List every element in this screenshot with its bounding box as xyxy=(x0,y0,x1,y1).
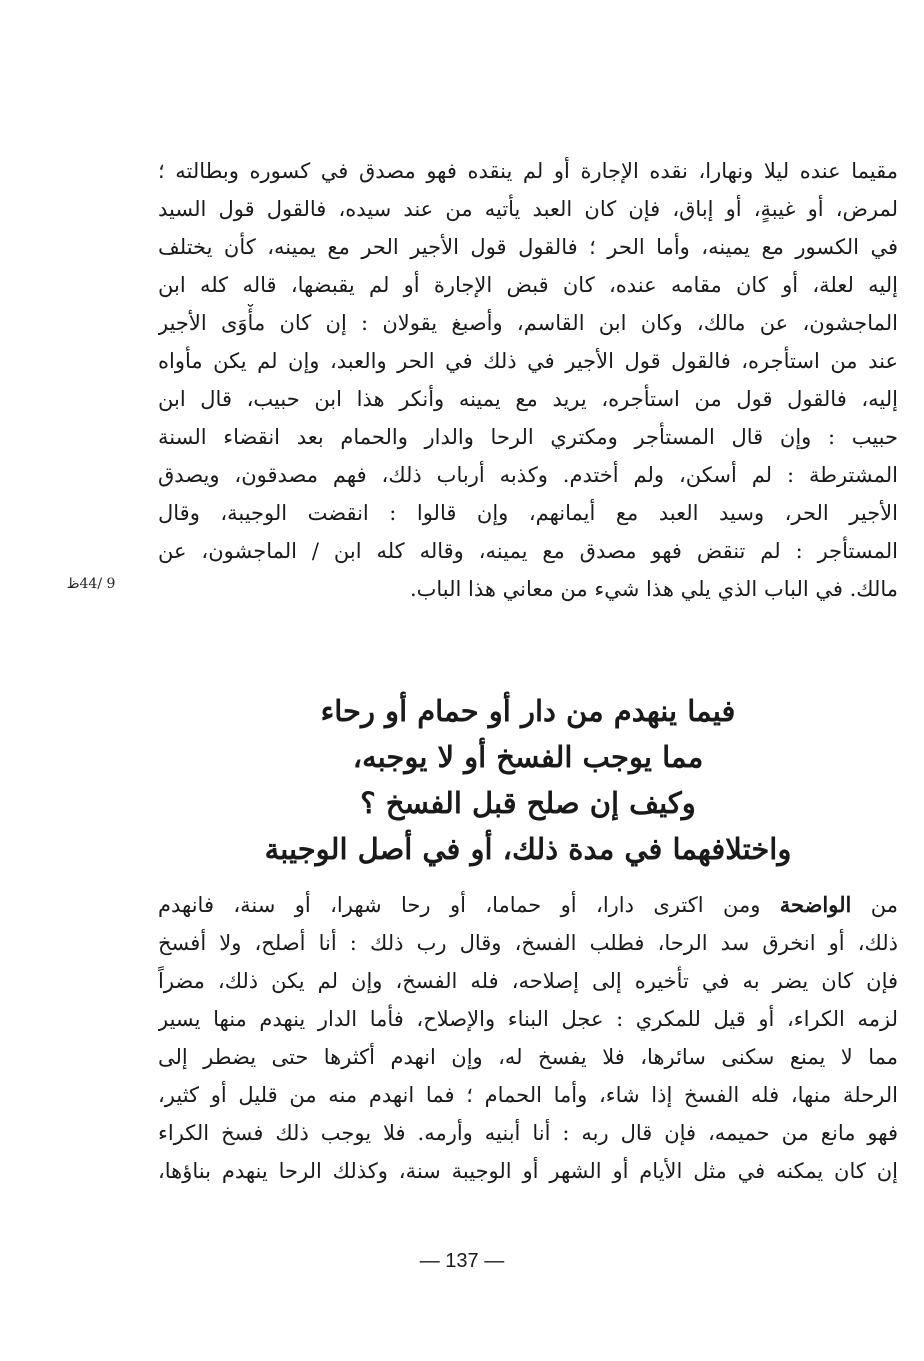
heading-line: فيما ينهدم من دار أو حمام أو رحاء xyxy=(320,694,736,728)
text-line: الأجير الحر، وسيد العبد مع أيمانهم، وإن قالوا : انقضت الوجيبة، وقال xyxy=(158,501,898,525)
text-line: مقيما عنده ليلا ونهارا، نقده الإجارة أو لم ينقده فهو مصدق في كسوره وبطالته ؛ xyxy=(158,159,898,183)
text-line: المشترطة : لم أسكن، ولم أختدم. وكذبه أرباب ذلك، فهم مصدقون، ويصدق xyxy=(158,463,898,487)
text-line: المستأجر : لم تنقض فهو مصدق مع يمينه، وقاله كله ابن / الماجشون، عن xyxy=(158,539,898,563)
text-line: ذلك، أو انخرق سد الرحا، فطلب الفسخ، وقال رب ذلك : أنا أصلح، ولا أفسخ xyxy=(158,931,898,955)
text-line: فإن كان يضر به في تأخيره إلى إصلاحه، فله الفسخ، وإن لم يكن ذلك، مضراً xyxy=(158,969,898,993)
text-line: الماجشون، عن مالك، وكان ابن القاسم، وأصبغ يقولان : إن كان مأْوَى الأجير xyxy=(158,311,898,335)
manuscript-folio-note: 9 /44ظ xyxy=(66,576,116,592)
page-number: — 137 — xyxy=(419,1250,505,1272)
heading-line: مما يوجب الفسخ أو لا يوجبه، xyxy=(352,740,704,774)
text-line: إليه، فالقول قول من استأجره، يريد مع يمينه وأنكر هذا ابن حبيب، قال ابن xyxy=(158,387,898,411)
text-line: عند من استأجره، فالقول قول الأجير في ذلك في الحر والعبد، وإن لم يكن مأواه xyxy=(158,349,898,373)
text-line: لزمه الكراء، أو قيل للمكري : عجل البناء والإصلاح، فأما الدار ينهدم منها يسير xyxy=(158,1007,898,1031)
paragraph-top xyxy=(158,152,898,608)
text-line: فهو مانع من حميمه، فإن قال ربه : أنا أبنيه وأرمه. فلا يوجب ذلك فسخ الكراء xyxy=(158,1121,898,1145)
text-line: إن كان يمكنه في مثل الأيام أو الشهر أو الوجيبة سنة، وكذلك الرحا ينهدم بناؤها، xyxy=(158,1159,898,1183)
paragraph-bottom xyxy=(158,886,898,1190)
section-heading xyxy=(158,688,898,872)
text-line: مما لا يمنع سكنى سائرها، فلا يفسخ له، وإن انهدم أكثرها حتى يضطر إلى xyxy=(158,1045,898,1069)
text-line: الرحلة منها، فله الفسخ إذا شاء، وأما الحمام ؛ فما انهدم منه من قليل أو كثير، xyxy=(158,1083,898,1107)
text-line: مالك. في الباب الذي يلي هذا شيء من معاني هذا الباب. xyxy=(409,577,898,601)
heading-line: واختلافهما في مدة ذلك، أو في أصل الوجيبة xyxy=(264,832,792,866)
line-rest: ومن اكترى دارا، أو حماما، أو رحا شهرا، أو سنة، فانهدم xyxy=(158,893,761,917)
source-name-bold: الواضحة xyxy=(779,892,852,917)
text-line: إليه لعلة، أو كان مقامه عنده، كان قبض الإجارة أو لم يقبضها، قاله كله ابن xyxy=(158,273,898,297)
text-line: حبيب : وإن قال المستأجر ومكتري الرحا والدار والحمام بعد انقضاء السنة xyxy=(158,425,898,449)
line-prefix: من xyxy=(870,893,898,917)
text-line-first xyxy=(158,886,898,924)
text-line: لمرض، أو غيبةٍ، أو إباق، فإن كان العبد يأتيه من عند سيده، فالقول قول السيد xyxy=(158,197,898,221)
heading-line: وكيف إن صلح قبل الفسخ ؟ xyxy=(360,786,696,820)
text-line: في الكسور مع يمينه، وأما الحر ؛ فالقول قول الأجير الحر مع يمينه، كأن يختلف xyxy=(158,235,898,259)
